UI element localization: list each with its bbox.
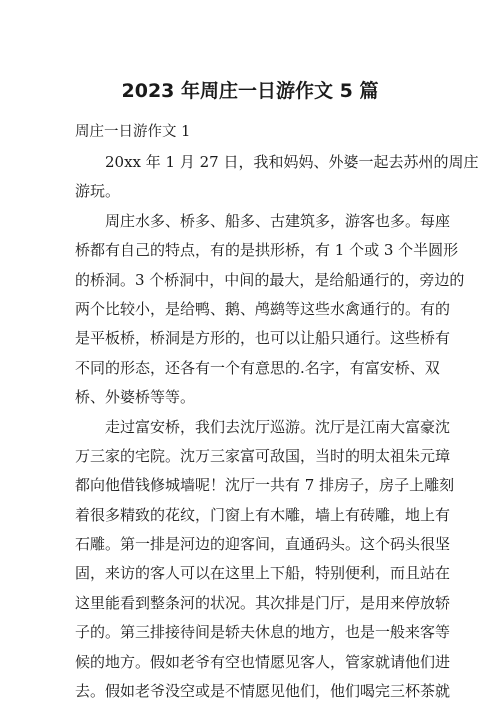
text-line: 桥都有自己的特点，有的是拱形桥，有 1 个或 3 个半圆形 (75, 241, 459, 260)
text-line: 周庄水多、桥多、船多、古建筑多，游客也多。每座 (75, 211, 451, 230)
text-line: 这里能看到整条河的状况。其次排是门厅，是用来停放轿 (75, 593, 451, 612)
essay-body (75, 148, 479, 706)
text-line: 走过富安桥，我们去沈厅巡游。沈厅是江南大富豪沈 (75, 417, 451, 436)
text-line: 桥、外婆桥等等。 (75, 388, 196, 407)
text-line: 去。假如老爷没空或是不情愿见他们，他们喝完三杯茶就 (75, 682, 451, 701)
text-line: 都向他借钱修城墙呢！沈厅一共有 7 排房子，房子上雕刻 (75, 476, 455, 495)
text-line: 子的。第三排接待间是轿夫休息的地方，也是一般来客等 (75, 623, 451, 642)
text-line: 是平板桥，桥洞是方形的，也可以让船只通行。这些桥有 (75, 329, 451, 348)
text-line: 20xx 年 1 月 27 日，我和妈妈、外婆一起去苏州的周庄 (75, 153, 479, 171)
document-title: 2023 年周庄一日游作文 5 篇 (121, 80, 379, 102)
text-line: 候的地方。假如老爷有空也情愿见客人，管家就请他们进 (75, 652, 451, 671)
text-line: 万三家的宅院。沈万三家富可敌国，当时的明太祖朱元璋 (75, 446, 451, 465)
text-line: 固，来访的客人可以在这里上下船，特别便利，而且站在 (75, 564, 451, 583)
text-line: 着很多精致的花纹，门窗上有木雕，墙上有砖雕，地上有 (75, 505, 451, 524)
text-line: 不同的形态，还各有一个有意思的.名字，有富安桥、双 (75, 358, 440, 377)
section-heading: 周庄一日游作文 1 (75, 124, 191, 140)
text-line: 游玩。 (75, 182, 121, 201)
text-line: 的桥洞。3 个桥洞中，中间的最大，是给船通行的，旁边的 (75, 270, 465, 289)
text-line: 石雕。第一排是河边的迎客间，直通码头。这个码头很坚 (75, 535, 451, 554)
text-line: 两个比较小，是给鸭、鹅、鸬鹚等这些水禽通行的。有的 (75, 299, 451, 318)
